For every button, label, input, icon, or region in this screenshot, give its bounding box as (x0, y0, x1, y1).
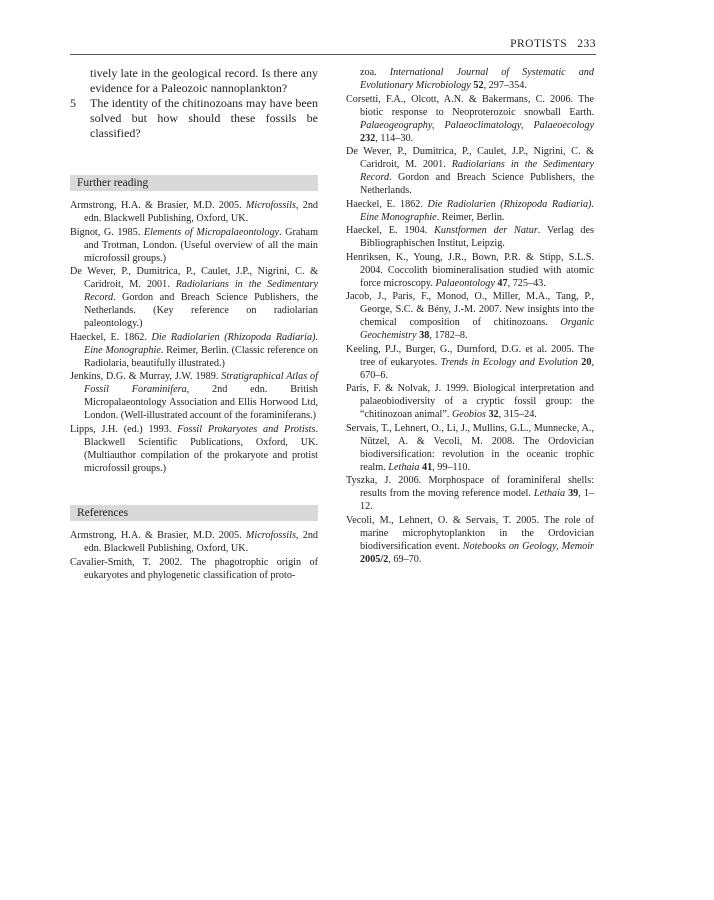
reference-entry: Henriksen, K., Young, J.R., Bown, P.R. & Stipp, S.L.S. 2004. Coccolith biomineralisation studied with atomic force microscopy. Palaeontology 47, 725–43. (346, 251, 594, 289)
reference-entry: Corsetti, F.A., Olcott, A.N. & Bakermans, C. 2006. The biotic response to Neoproterozoic snowball Earth. Palaeogeography, Palaeoclimatology, Palaeoecology 232, 114–30. (346, 93, 594, 144)
reference-entry: Keeling, P.J., Burger, G., Durnford, D.G. et al. 2005. The tree of eukaryotes. Trends in Ecology and Evolution 20, 670–6. (346, 343, 595, 381)
question-text: The identity of the chitinozoans may have been solved but how should these fossils be classified? (90, 96, 318, 140)
reference-entry: Bignot, G. 1985. Elements of Micropalaeontology. Graham and Trotman, London. (Useful overview of all the main microfossil groups.) (70, 226, 318, 264)
reference-entry: Haeckel, E. 1904. Kunstformen der Natur. Verlag des Bibliographischen Institut, Leipzig. (346, 225, 595, 249)
reference-entry: Servais, T., Lehnert, O., Li, J., Mullins, G.L., Munnecke, A., Nützel, A. & Vecoli, M. 2008. The Ordovician biodiversification: revolution in the oceanic trophic realm. Lethaia 41, 99–110. (346, 422, 594, 473)
further-reading-heading: Further reading (70, 175, 318, 191)
reference-entry: Armstrong, H.A. & Brasier, M.D. 2005. Microfossils, 2nd edn. Blackwell Publishing, Oxford, UK. (70, 200, 318, 224)
reference-entry: Lipps, J.H. (ed.) 1993. Fossil Prokaryotes and Protists. Blackwell Scientific Publications, Oxford, UK. (Multiauthor compilation of the prokaryote and protist microfossil groups.) (70, 423, 318, 474)
references-heading: References (70, 505, 318, 521)
left-column (70, 66, 318, 582)
reference-entry: De Wever, P., Dumitrica, P., Caulet, J.P., Nigrini, C. & Caridroit, M. 2001. Radiolarians in the Sedimentary Record. Gordon and Breach Science Publishers, the Netherlands. (Key reference on radiolarian paleontology.) (70, 266, 319, 329)
running-head: PROTISTS 233 (510, 38, 596, 50)
page-number: 233 (577, 38, 596, 50)
question-continuation: tively late in the geological record. Is there any evidence for a Paleozoic nannoplankton? (90, 66, 318, 95)
reference-entry: Vecoli, M., Lehnert, O. & Servais, T. 2005. The role of marine microphytoplankton in the Ordovician biodiversification event. Notebooks on Geology, Memoir 2005/2, 69–70. (346, 514, 594, 565)
running-header (70, 36, 596, 55)
reference-entry: Tyszka, J. 2006. Morphospace of foraminiferal shells: results from the moving reference model. Lethaia 39, 1–12. (346, 475, 595, 512)
reference-continuation: zoa. International Journal of Systematic and Evolutionary Microbiology 52, 297–354. (360, 67, 594, 91)
right-column (346, 66, 594, 566)
reference-entry: Haeckel, E. 1862. Die Radiolarien (Rhizopoda Radiaria). Eine Monographie. Reimer, Berlin. (346, 198, 594, 223)
reference-entry: Haeckel, E. 1862. Die Radiolarien (Rhizopoda Radiaria). Eine Monographie. Reimer, Berlin. (Classic reference on Radiolaria, beautifully illustrated.) (70, 331, 318, 369)
reference-entry: Armstrong, H.A. & Brasier, M.D. 2005. Microfossils, 2nd edn. Blackwell Publishing, Oxford, UK. (70, 530, 318, 554)
question-item (70, 96, 318, 141)
reference-entry: Cavalier-Smith, T. 2002. The phagotrophic origin of eukaryotes and phylogenetic classification of proto- (70, 556, 318, 581)
further-reading-list (70, 199, 318, 475)
question-number: 5 (70, 96, 76, 110)
reference-entry: De Wever, P., Dumitrica, P., Caulet, J.P., Nigrini, C. & Caridroit, M. 2001. Radiolarians in the Sedimentary Record. Gordon and Breach Science Publishers, the Netherlands. (346, 146, 595, 196)
reference-entry: Paris, F. & Nolvak, J. 1999. Biological interpretation and palaeobiodiversity of a cryptic fossil group: the “chitinozoan animal”. Geobios 32, 315–24. (346, 383, 594, 420)
references-list-left (70, 529, 318, 582)
reference-entry: Jenkins, D.G. & Murray, J.W. 1989. Stratigraphical Atlas of Fossil Foraminifera, 2nd edn. British Micropalaeontology Association and Ellis Horwood Ltd, London. (Well-illustrated account of the foraminiferans.) (70, 371, 318, 421)
reference-entry: Jacob, J., Paris, F., Monod, O., Miller, M.A., Tang, P., George, S.C. & Bény, J.-M. 2007. New insights into the chemical composition of chitinozoans. Organic Geochemistry 38, 1782–8. (346, 291, 594, 341)
